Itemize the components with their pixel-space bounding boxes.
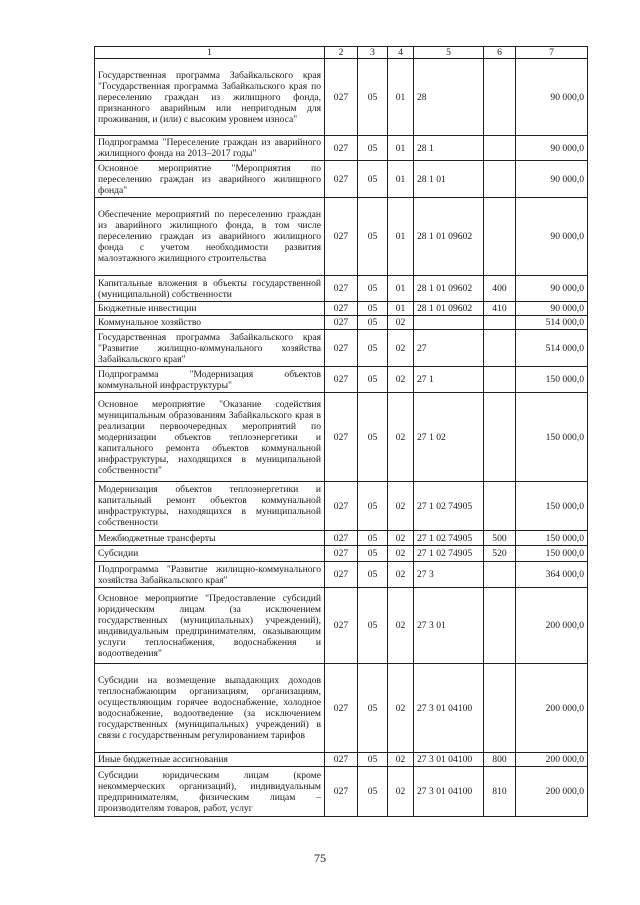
row-target-article: 28 1 01 09602 — [414, 302, 484, 316]
row-name: Субсидии — [95, 546, 325, 562]
row-name: Подпрограмма "Развитие жилищно-коммунального хозяйства Забайкальского края" — [95, 562, 325, 588]
row-amount: 90 000,0 — [516, 59, 588, 136]
header-col-4: 4 — [388, 47, 414, 59]
row-target-article: 27 1 — [414, 367, 484, 393]
row-amount: 90 000,0 — [516, 198, 588, 276]
row-name: Основное мероприятие "Предоставление субсидий юридическим лицам (за исключением государственных (муниципальных) учреждений), индивидуальным предпринимателям, оказывающим услуги теплоснабжения, водоснабжения и водоотведения" — [95, 588, 325, 664]
table-row — [95, 393, 588, 482]
row-amount: 150 000,0 — [516, 531, 588, 546]
row-ministry-code: 027 — [325, 482, 358, 531]
row-expense-type — [484, 136, 516, 161]
row-amount: 150 000,0 — [516, 546, 588, 562]
table-row — [95, 302, 588, 316]
row-name: Обеспечение мероприятий по переселению граждан из аварийного жилищного фонда, в том числе переселению граждан из аварийного жилищного фонда с учетом необходимости развития малоэтажного жилищного строительства — [95, 198, 325, 276]
row-ministry-code: 027 — [325, 588, 358, 664]
row-subsection-code: 02 — [388, 753, 414, 767]
row-target-article: 27 — [414, 330, 484, 367]
row-name: Коммунальное хозяйство — [95, 316, 325, 330]
table-row — [95, 753, 588, 767]
row-subsection-code: 02 — [388, 316, 414, 330]
row-expense-type — [484, 59, 516, 136]
row-amount: 150 000,0 — [516, 482, 588, 531]
row-expense-type: 520 — [484, 546, 516, 562]
row-expense-type: 500 — [484, 531, 516, 546]
header-col-7: 7 — [516, 47, 588, 59]
row-name: Модернизация объектов теплоэнергетики и капитальный ремонт объектов коммунальной инфраструктуры, находящихся в муниципальной собственности — [95, 482, 325, 531]
row-expense-type: 400 — [484, 276, 516, 302]
row-expense-type — [484, 316, 516, 330]
table-row — [95, 59, 588, 136]
row-ministry-code: 027 — [325, 767, 358, 817]
row-name: Субсидии юридическим лицам (кроме некоммерческих организаций), индивидуальным предпринимателям, физическим лицам – производителям товаров, работ, услуг — [95, 767, 325, 817]
table-row — [95, 531, 588, 546]
row-section-code: 05 — [358, 482, 388, 531]
row-ministry-code: 027 — [325, 531, 358, 546]
header-col-5: 5 — [414, 47, 484, 59]
row-subsection-code: 02 — [388, 562, 414, 588]
row-amount: 150 000,0 — [516, 367, 588, 393]
row-name: Субсидии на возмещение выпадающих доходов теплоснабжающим организациям, организациям, осуществляющим горячее водоснабжение, холодное водоснабжение, водоотведение (за исключением государственных (муниципальных) учреждений) в связи с государственным регулированием тарифов — [95, 664, 325, 753]
row-expense-type — [484, 482, 516, 531]
row-name: Подпрограмма "Переселение граждан из аварийного жилищного фонда на 2013–2017 годы" — [95, 136, 325, 161]
header-col-6: 6 — [484, 47, 516, 59]
row-subsection-code: 01 — [388, 198, 414, 276]
header-col-3: 3 — [358, 47, 388, 59]
row-expense-type — [484, 562, 516, 588]
row-expense-type — [484, 161, 516, 198]
row-amount: 90 000,0 — [516, 136, 588, 161]
row-subsection-code: 02 — [388, 482, 414, 531]
row-section-code: 05 — [358, 136, 388, 161]
row-amount: 90 000,0 — [516, 276, 588, 302]
budget-table — [94, 46, 588, 817]
row-expense-type: 410 — [484, 302, 516, 316]
row-section-code: 05 — [358, 664, 388, 753]
row-ministry-code: 027 — [325, 198, 358, 276]
table-header-row — [95, 47, 588, 59]
row-target-article: 27 3 01 04100 — [414, 664, 484, 753]
row-section-code: 05 — [358, 546, 388, 562]
row-section-code: 05 — [358, 531, 388, 546]
row-ministry-code: 027 — [325, 546, 358, 562]
row-ministry-code: 027 — [325, 136, 358, 161]
table-row — [95, 562, 588, 588]
row-ministry-code: 027 — [325, 161, 358, 198]
row-amount: 514 000,0 — [516, 316, 588, 330]
row-section-code: 05 — [358, 767, 388, 817]
row-subsection-code: 02 — [388, 588, 414, 664]
row-amount: 200 000,0 — [516, 664, 588, 753]
row-name: Основное мероприятие "Мероприятия по переселению граждан из аварийного жилищного фонда" — [95, 161, 325, 198]
row-ministry-code: 027 — [325, 664, 358, 753]
row-expense-type — [484, 330, 516, 367]
row-amount: 200 000,0 — [516, 588, 588, 664]
row-section-code: 05 — [358, 330, 388, 367]
table-row — [95, 161, 588, 198]
row-target-article — [414, 316, 484, 330]
row-target-article: 27 3 01 04100 — [414, 753, 484, 767]
table-row — [95, 664, 588, 753]
header-col-1: 1 — [95, 47, 325, 59]
row-ministry-code: 027 — [325, 316, 358, 330]
row-section-code: 05 — [358, 276, 388, 302]
row-subsection-code: 01 — [388, 302, 414, 316]
row-ministry-code: 027 — [325, 393, 358, 482]
row-name: Капитальные вложения в объекты государственной (муниципальной) собственности — [95, 276, 325, 302]
table-row — [95, 367, 588, 393]
row-amount: 150 000,0 — [516, 393, 588, 482]
table-row — [95, 198, 588, 276]
table-row — [95, 482, 588, 531]
row-section-code: 05 — [358, 316, 388, 330]
row-subsection-code: 02 — [388, 330, 414, 367]
row-target-article: 27 1 02 74905 — [414, 546, 484, 562]
row-section-code: 05 — [358, 161, 388, 198]
row-amount: 514 000,0 — [516, 330, 588, 367]
row-subsection-code: 02 — [388, 531, 414, 546]
row-section-code: 05 — [358, 198, 388, 276]
row-target-article: 27 3 — [414, 562, 484, 588]
row-target-article: 28 1 — [414, 136, 484, 161]
row-section-code: 05 — [358, 393, 388, 482]
table-row — [95, 330, 588, 367]
row-ministry-code: 027 — [325, 562, 358, 588]
row-ministry-code: 027 — [325, 330, 358, 367]
row-name: Государственная программа Забайкальского края "Развитие жилищно-коммунального хозяйства Забайкальского края" — [95, 330, 325, 367]
row-target-article: 28 1 01 09602 — [414, 276, 484, 302]
row-section-code: 05 — [358, 753, 388, 767]
row-name: Подпрограмма "Модернизация объектов коммунальной инфраструктуры" — [95, 367, 325, 393]
table-row — [95, 276, 588, 302]
row-subsection-code: 01 — [388, 161, 414, 198]
row-expense-type: 810 — [484, 767, 516, 817]
row-section-code: 05 — [358, 562, 388, 588]
row-ministry-code: 027 — [325, 367, 358, 393]
page-number: 75 — [314, 851, 326, 865]
row-expense-type: 800 — [484, 753, 516, 767]
row-section-code: 05 — [358, 588, 388, 664]
row-subsection-code: 02 — [388, 767, 414, 817]
row-subsection-code: 02 — [388, 393, 414, 482]
table-row — [95, 316, 588, 330]
row-section-code: 05 — [358, 59, 388, 136]
row-target-article: 27 3 01 04100 — [414, 767, 484, 817]
row-ministry-code: 027 — [325, 753, 358, 767]
row-target-article: 28 1 01 — [414, 161, 484, 198]
row-expense-type — [484, 588, 516, 664]
row-amount: 90 000,0 — [516, 161, 588, 198]
row-subsection-code: 01 — [388, 59, 414, 136]
row-amount: 200 000,0 — [516, 753, 588, 767]
row-name: Государственная программа Забайкальского края "Государственная программа Забайкальского края по переселению граждан из жилищного фонда, признанного аварийным или непригодным для проживания, и (или) с высоким уровнем износа" — [95, 59, 325, 136]
row-target-article: 28 1 01 09602 — [414, 198, 484, 276]
row-amount: 364 000,0 — [516, 562, 588, 588]
table-row — [95, 767, 588, 817]
header-col-2: 2 — [325, 47, 358, 59]
row-name: Основное мероприятие "Оказание содействия муниципальным образованиям Забайкальского края в реализации первоочередных мероприятий по модернизации объектов теплоэнергетики и капитального ремонта объектов коммунальной инфраструктуры, находящихся в муниципальной собственности" — [95, 393, 325, 482]
row-expense-type — [484, 367, 516, 393]
row-section-code: 05 — [358, 367, 388, 393]
row-target-article: 27 1 02 74905 — [414, 482, 484, 531]
row-name: Межбюджетные трансферты — [95, 531, 325, 546]
row-subsection-code: 01 — [388, 136, 414, 161]
table-row — [95, 136, 588, 161]
row-ministry-code: 027 — [325, 276, 358, 302]
row-expense-type — [484, 664, 516, 753]
row-name: Иные бюджетные ассигнования — [95, 753, 325, 767]
row-expense-type — [484, 198, 516, 276]
row-target-article: 28 — [414, 59, 484, 136]
row-amount: 200 000,0 — [516, 767, 588, 817]
row-expense-type — [484, 393, 516, 482]
row-subsection-code: 02 — [388, 664, 414, 753]
row-ministry-code: 027 — [325, 302, 358, 316]
row-subsection-code: 02 — [388, 367, 414, 393]
row-name: Бюджетные инвестиции — [95, 302, 325, 316]
row-section-code: 05 — [358, 302, 388, 316]
row-target-article: 27 3 01 — [414, 588, 484, 664]
table-row — [95, 588, 588, 664]
row-target-article: 27 1 02 — [414, 393, 484, 482]
row-target-article: 27 1 02 74905 — [414, 531, 484, 546]
row-subsection-code: 01 — [388, 276, 414, 302]
row-amount: 90 000,0 — [516, 302, 588, 316]
table-row — [95, 546, 588, 562]
row-subsection-code: 02 — [388, 546, 414, 562]
row-ministry-code: 027 — [325, 59, 358, 136]
